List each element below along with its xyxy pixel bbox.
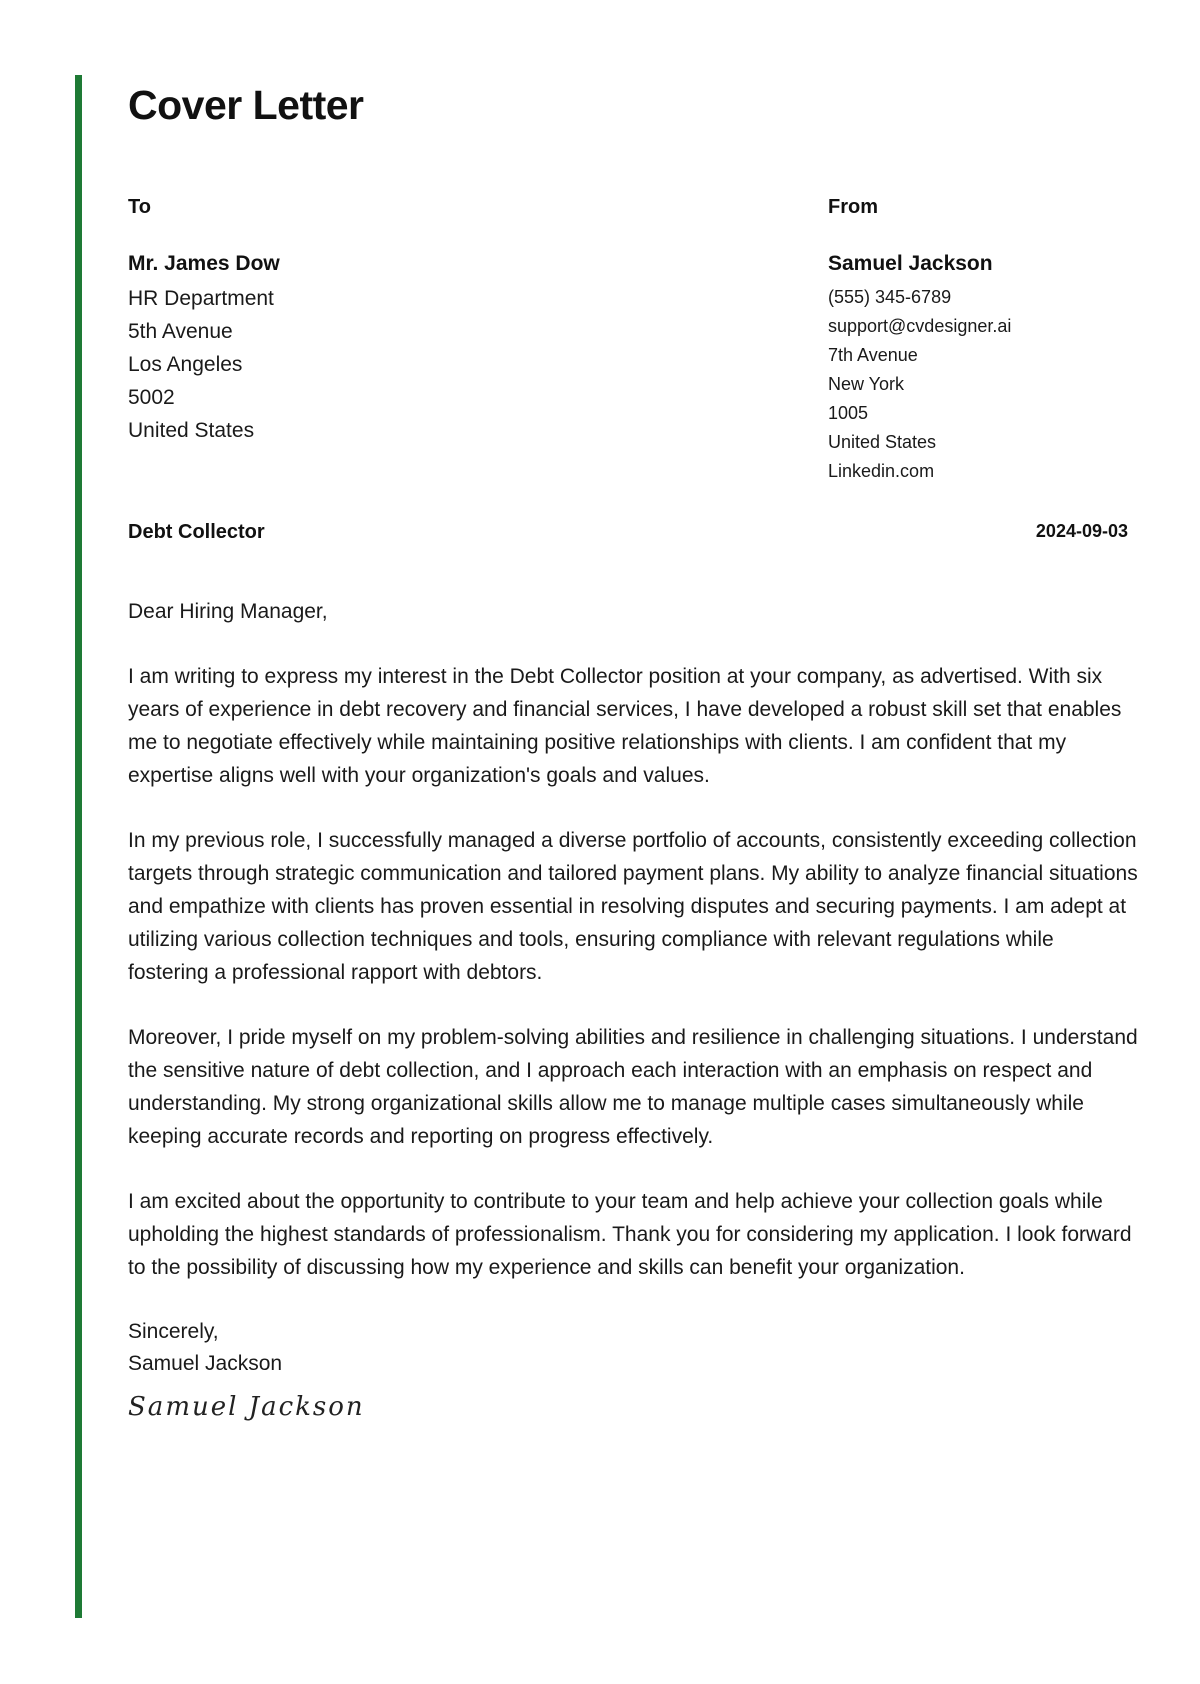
sender-country: United States	[828, 432, 937, 452]
closing-name: Samuel Jackson	[128, 1352, 283, 1375]
closing: Sincerely,	[128, 1320, 219, 1343]
accent-bar	[75, 75, 82, 1618]
sender-heading: From	[828, 196, 878, 218]
recipient-department: HR Department	[128, 287, 274, 310]
recipient-city: Los Angeles	[128, 353, 243, 376]
body-paragraph-1: I am writing to express my interest in the Debt Collector position at your company, as advertised. With six years of experience in debt recovery and financial services, I have developed a robust skill set that enables me to negotiate effectively while maintaining positive relationships with clients. I am confident that my expertise aligns well with your organization's goals and values.	[128, 665, 1122, 787]
page-title: Cover Letter	[128, 82, 364, 128]
recipient-street: 5th Avenue	[128, 320, 233, 343]
letter-body	[128, 595, 1138, 1422]
sender-street: 7th Avenue	[828, 345, 918, 365]
body-paragraph-2: In my previous role, I successfully managed a diverse portfolio of accounts, consistently exceeding collection targets through strategic communication and tailored payment plans. My ability to analyze financial situations and empathize with clients has proven essential in resolving disputes and securing payments. I am adept at utilizing various collection techniques and tools, ensuring compliance with relevant regulations while fostering a professional rapport with debtors.	[128, 829, 1138, 984]
recipient-heading: To	[128, 196, 151, 218]
sender-linkedin: Linkedin.com	[828, 461, 935, 481]
sender-phone: (555) 345-6789	[828, 287, 952, 307]
recipient-country: United States	[128, 419, 255, 442]
letter-date: 2024-09-03	[1035, 521, 1128, 541]
body-paragraph-3: Moreover, I pride myself on my problem-solving abilities and resilience in challenging situations. I understand the sensitive nature of debt collection, and I approach each interaction with an emphasis on respect and understanding. My strong organizational skills allow me to manage multiple cases simultaneously while keeping accurate records and reporting on progress effectively.	[128, 1026, 1138, 1148]
sender-name: Samuel Jackson	[828, 252, 993, 275]
sender-block	[828, 195, 1128, 486]
signature: Samuel Jackson	[128, 1392, 365, 1422]
recipient-name: Mr. James Dow	[128, 252, 280, 275]
body-paragraph-4: I am excited about the opportunity to contribute to your team and help achieve your collection goals while upholding the highest standards of professionalism. Thank you for considering my application. I look forward to the possibility of discussing how my experience and skills can benefit your organization.	[128, 1190, 1132, 1279]
position-title: Debt Collector	[128, 521, 265, 543]
recipient-block	[128, 195, 728, 447]
sender-postcode: 1005	[828, 403, 869, 423]
salutation: Dear Hiring Manager,	[128, 600, 328, 623]
recipient-postcode: 5002	[128, 386, 175, 409]
sender-city: New York	[828, 374, 905, 394]
sender-email: support@cvdesigner.ai	[828, 316, 1012, 336]
